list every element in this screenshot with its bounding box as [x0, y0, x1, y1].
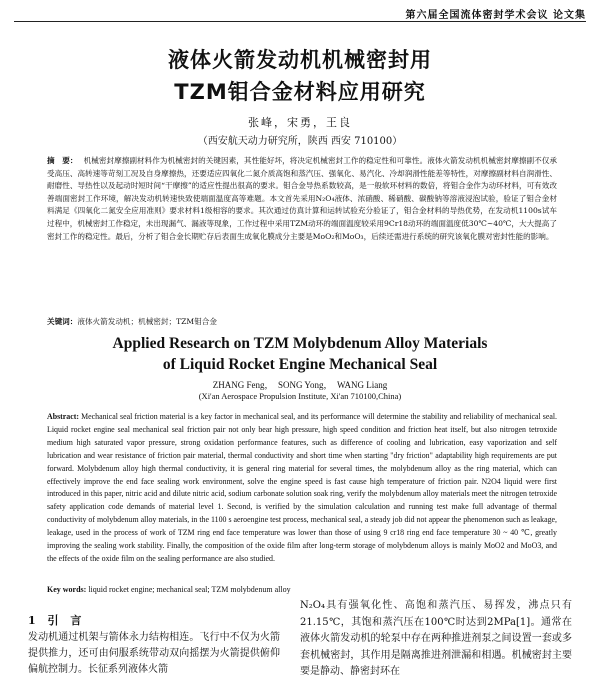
english-abstract	[47, 411, 557, 566]
chinese-title-line-2: TZM钼合金材料应用研究	[174, 80, 426, 104]
body-paragraph-left: 发动机通过机架与箭体永力结构相连。飞行中不仅为火箭提供推力，还可由伺服系统带动双向摇摆为火箭提供俯仰偏航控制力。长征系列液体火箭	[28, 632, 280, 675]
chinese-affiliation: （西安航天动力研究所，陕西 西安 710100）	[197, 136, 403, 147]
body-column-right	[300, 598, 572, 681]
chinese-title-line-1: 液体火箭发动机机械密封用	[168, 48, 432, 72]
chinese-keywords-text: 液体火箭发动机；机械密封；TZM钼合金	[77, 317, 217, 326]
chinese-keywords-label: 关键词：	[47, 317, 78, 326]
chinese-authors: 张峰，宋勇，王良	[248, 116, 352, 129]
chinese-abstract	[47, 155, 557, 243]
english-authors: ZHANG Feng， SONG Yong， WANG Liang	[212, 380, 388, 390]
english-abstract-label: Abstract:	[47, 412, 79, 421]
english-title-line-2: of Liquid Rocket Engine Mechanical Seal	[162, 356, 438, 373]
section-heading: 1 引 言	[28, 614, 86, 627]
english-keywords-text: liquid rocket engine; mechanical seal; TZM molybdenum alloy	[88, 585, 291, 594]
english-abstract-text: Mechanical seal friction material is a key factor in mechanical seal, and its performance will determine the stability and reliability of mechanical seal. Liquid rocket engine seal mechanical seal friction pair not only bear high pressure, high speed condition and friction heat itself, but also nitrogen tetroxide medium high saturated vapor pressure, strong oxidation performance features, such as difference of cooling and lubrication, easy vaporization and self lubrication and wear resistance of friction pair material, thermal conductivity and short time when starting "dry friction" adaptability high requirements are put forward. Molybdenum alloy high thermal conductivity, it is general ring material for several times, the molybdenum alloy as the ring material, which can effectively improve the end face sealing work environment, solve the engine speed is fast cause high temperature of friction pair. N2O4 liquid were first introduced in this paper, nitric acid and dilute nitric acid, sodium carbonate solution soak ring, verify the molybdenum alloy materials meet the nitrogen tetroxide safety application code demands of material level 1. Second, is verified by the simulation calculation and running test make full advantage of thermal conductivity of molybdenum alloy materials, in the 1100 s aeroengine test process, mechanical seal, a steady job did not appear the phenomenon such as leakage, leakage, used in the process of work of TZM ring end face temperature was lower than those of using 9 cr18 ring end face temperature 30 ~ 40 ℃, greatly improving the sealing work stability. Finally, the composition of the oxide film after long-term storage of molybdenum alloys is mainly MoO2 and MoO3, and the effects of the oxide film on the sealing performance are also studied.	[47, 412, 557, 563]
english-keywords-label: Key words:	[47, 585, 87, 594]
chinese-abstract-label: 摘 要：	[47, 156, 78, 165]
header-rule	[14, 21, 586, 22]
body-column-left	[28, 630, 280, 678]
chinese-abstract-text: 机械密封摩擦副材料作为机械密封的关键因素，其性能好坏，将决定机械密封工作的稳定性和可靠性。液体火箭发动机机械密封摩擦副不仅承受高压、高转速等苛刻工况及自身摩擦热，还要适应四氧化二氮介质高饱和蒸汽压、强氧化、易汽化、冷却润滑性能差等特性，对摩擦副材料自润滑性、耐磨性、导热性以及起动时短时间“干摩擦”的适应性提出很高的要求。钼合金导热系数较高，是一般软环材料的数倍，将钼合金作为动环材料，可有效改善端面密封工作环境，解决发动机转速快致使端面温度高等难题。本文首先采用N₂O₄液体、浓硝酸、稀硝酸、碳酸钠等溶液浸泡试验，验证了钼合金材料满足《四氧化二氮安全应用准则》要求材料1级相容的要求。其次通过仿真计算和运转试验充分验证了，钼合金材料的导热优势，在发动机1100s试车过程中，机械密封工作稳定，未出现漏气、漏液等现象，工作过程中采用TZM动环的端面温度较采用9Cr18动环的端面温度低30℃~40℃，大大提高了密封工作的稳定性。最后，分析了钼合金长期贮存后表面生成氧化膜成分主要是MoO₂和MoO₃，后续还需进行系统的研究该氧化膜对密封性能的影响。	[47, 156, 558, 241]
running-header: 第六届全国流体密封学术会议 论文集	[405, 10, 586, 21]
body-paragraph-right: N₂O₄具有强氧化性、高饱和蒸汽压、易挥发，沸点只有21.15℃，其饱和蒸汽压在100℃时达到2MPa[1]。通常在液体火箭发动机的轮泵中存在两种推进剂泵之间设置一套或多套机械密封，其作用是隔离推进剂泄漏和相遇。机械密封主要要是静动、静密封环在	[300, 600, 572, 677]
english-affiliation: (Xi'an Aerospace Propulsion Institute, Xi'an 710100,China)	[198, 391, 402, 401]
chinese-keywords	[47, 316, 217, 327]
english-title-line-1: Applied Research on TZM Molybdenum Alloy Materials	[112, 335, 488, 352]
english-keywords	[47, 585, 291, 594]
